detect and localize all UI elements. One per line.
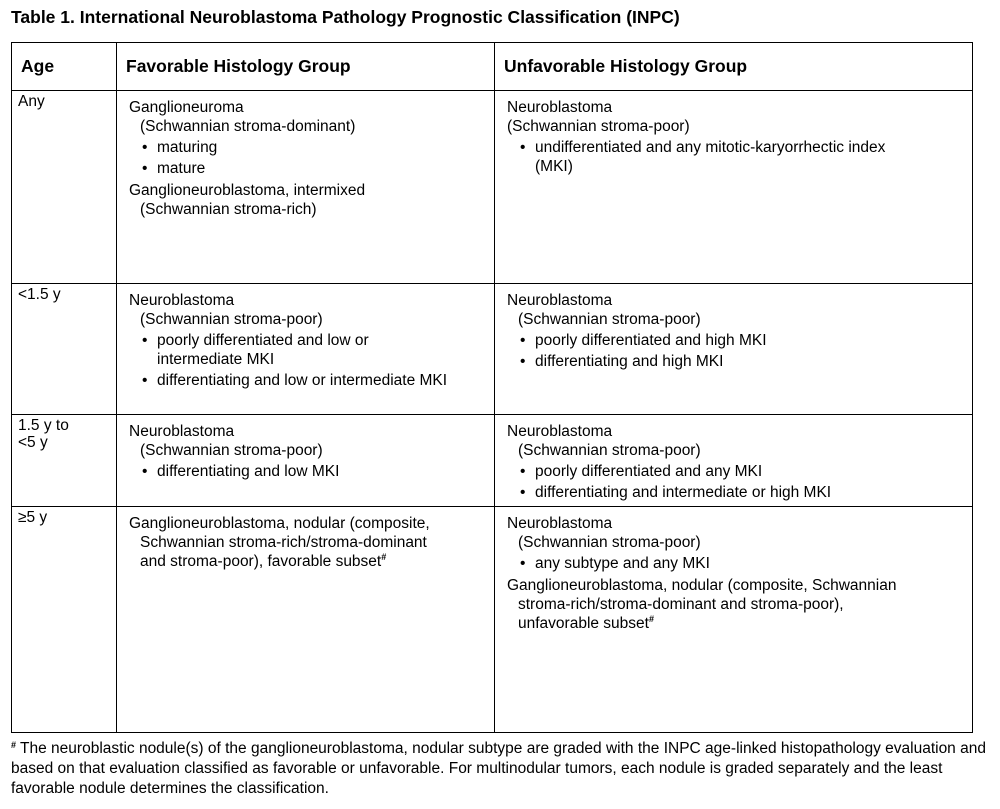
- header-favorable: Favorable Histology Group: [117, 43, 495, 91]
- favorable-cell: Ganglioneuroma (Schwannian stroma-dominant) • maturing • mature Ganglioneuroblastoma, intermixed (Schwannian stroma-rich): [117, 91, 495, 284]
- list-item: • differentiating and high MKI: [518, 352, 966, 371]
- list-item: • any subtype and any MKI: [518, 554, 966, 573]
- unfavorable-cell: Neuroblastoma (Schwannian stroma-poor) • undifferentiated and any mitotic-karyorrhectic index (MKI): [495, 91, 973, 284]
- header-row: [12, 43, 973, 91]
- age-cell: ≥5 y: [12, 507, 117, 733]
- footnote-mark: #: [648, 614, 654, 624]
- bullet-list: [123, 138, 488, 178]
- header-age: Age: [12, 43, 117, 91]
- bullet-list: [123, 331, 488, 390]
- list-item: • differentiating and low MKI: [140, 462, 488, 481]
- bullet-list: [501, 554, 966, 573]
- table-row-5-plus: [12, 507, 973, 733]
- table-row-under-1-5: [12, 284, 973, 415]
- list-item: • poorly differentiated and high MKI: [518, 331, 966, 350]
- inpc-table: [11, 42, 973, 733]
- favorable-cell: Neuroblastoma (Schwannian stroma-poor) • poorly differentiated and low or intermediate MKI • differentiating and low or intermediate MKI: [117, 284, 495, 415]
- unfavorable-cell: Neuroblastoma (Schwannian stroma-poor) • poorly differentiated and any MKI • differentiating and intermediate or high MKI: [495, 415, 973, 507]
- footnote-text: The neuroblastic nodule(s) of the ganglioneuroblastoma, nodular subtype are graded with the INPC age-linked histopathology evaluation and based on that evaluation classified as favorable or unfavorable. For multinodular tumors, each nodule is graded separately and the least favorable nodule determines the classification.: [11, 740, 986, 797]
- table-row-any: [12, 91, 973, 284]
- bullet-list: [501, 462, 966, 502]
- header-unfavorable: Unfavorable Histology Group: [495, 43, 973, 91]
- footnote-mark: #: [11, 740, 17, 750]
- unfavorable-cell: Neuroblastoma (Schwannian stroma-poor) • poorly differentiated and high MKI • differentiating and high MKI: [495, 284, 973, 415]
- list-item: • undifferentiated and any mitotic-karyorrhectic index (MKI): [518, 138, 966, 176]
- bullet-list: [501, 331, 966, 371]
- favorable-cell: Neuroblastoma (Schwannian stroma-poor) • differentiating and low MKI: [117, 415, 495, 507]
- bullet-list: [123, 462, 488, 481]
- footnote: [11, 739, 986, 799]
- table-row-1-5-to-5: [12, 415, 973, 507]
- list-item: • maturing: [140, 138, 488, 157]
- list-item: • poorly differentiated and low or intermediate MKI: [140, 331, 458, 369]
- list-item: • differentiating and intermediate or high MKI: [518, 483, 966, 502]
- bullet-list: [501, 138, 966, 176]
- list-item: • mature: [140, 159, 488, 178]
- age-cell: 1.5 y to <5 y: [12, 415, 117, 507]
- favorable-cell: Ganglioneuroblastoma, nodular (composite, Schwannian stroma-rich/stroma-dominant and stroma-poor), favorable subset#: [117, 507, 495, 733]
- list-item: • poorly differentiated and any MKI: [518, 462, 966, 481]
- list-item: • differentiating and low or intermediate MKI: [140, 371, 458, 390]
- age-cell: <1.5 y: [12, 284, 117, 415]
- unfavorable-cell: Neuroblastoma (Schwannian stroma-poor) • any subtype and any MKI Ganglioneuroblastoma, nodular (composite, Schwannian stroma-rich/stroma-dominant and stroma-poor), unfavorable subset#: [495, 507, 973, 733]
- table-title: Table 1. International Neuroblastoma Pathology Prognostic Classification (INPC): [11, 7, 680, 27]
- age-cell: Any: [12, 91, 117, 284]
- footnote-mark: #: [381, 552, 387, 562]
